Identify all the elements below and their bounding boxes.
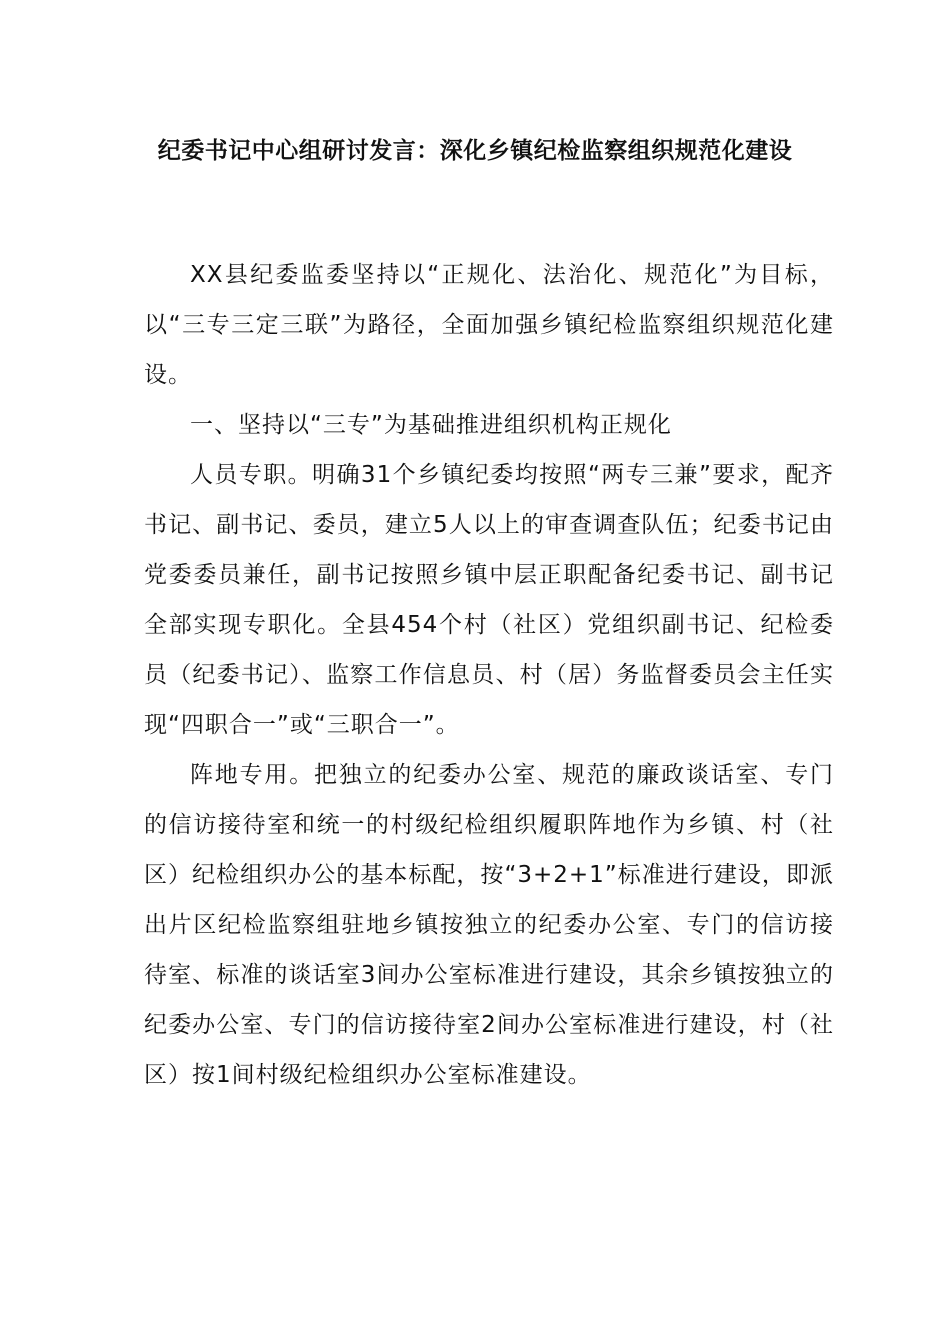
document-title: 纪委书记中心组研讨发言：深化乡镇纪检监察组织规范化建设 [157,138,793,164]
section-heading-1: 一、坚持以“三专”为基础推进组织机构正规化 [190,412,672,438]
paragraph-venue: 阵地专用。把独立的纪委办公室、规范的廉政谈话室、专门的信访接待室和统一的村级纪检组织履职阵地作为乡镇、村（社区）纪检组织办公的基本标配，按“3+2+1”标准进行建设，即派出片区纪检监察组驻地乡镇按独立的纪委办公室、专门的信访接待室、标准的谈话室3间办公室标准进行建设，其余乡镇按独立的纪委办公室、专门的信访接待室2间办公室标准进行建设，村（社区）按1间村级纪检组织办公室标准建设。 [144,762,834,1088]
paragraph-staff: 人员专职。明确31个乡镇纪委均按照“两专三兼”要求，配齐书记、副书记、委员，建立5人以上的审查调查队伍；纪委书记由党委委员兼任，副书记按照乡镇中层正职配备纪委书记、副书记全部实现专职化。全县454个村（社区）党组织副书记、纪检委员（纪委书记）、监察工作信息员、村（居）务监督委员会主任实现“四职合一”或“三职合一”。 [144,462,834,738]
document-body [144,250,834,1100]
paragraph-intro: XX县纪委监委坚持以“正规化、法治化、规范化”为目标，以“三专三定三联”为路径，全面加强乡镇纪检监察组织规范化建设。 [144,262,834,388]
